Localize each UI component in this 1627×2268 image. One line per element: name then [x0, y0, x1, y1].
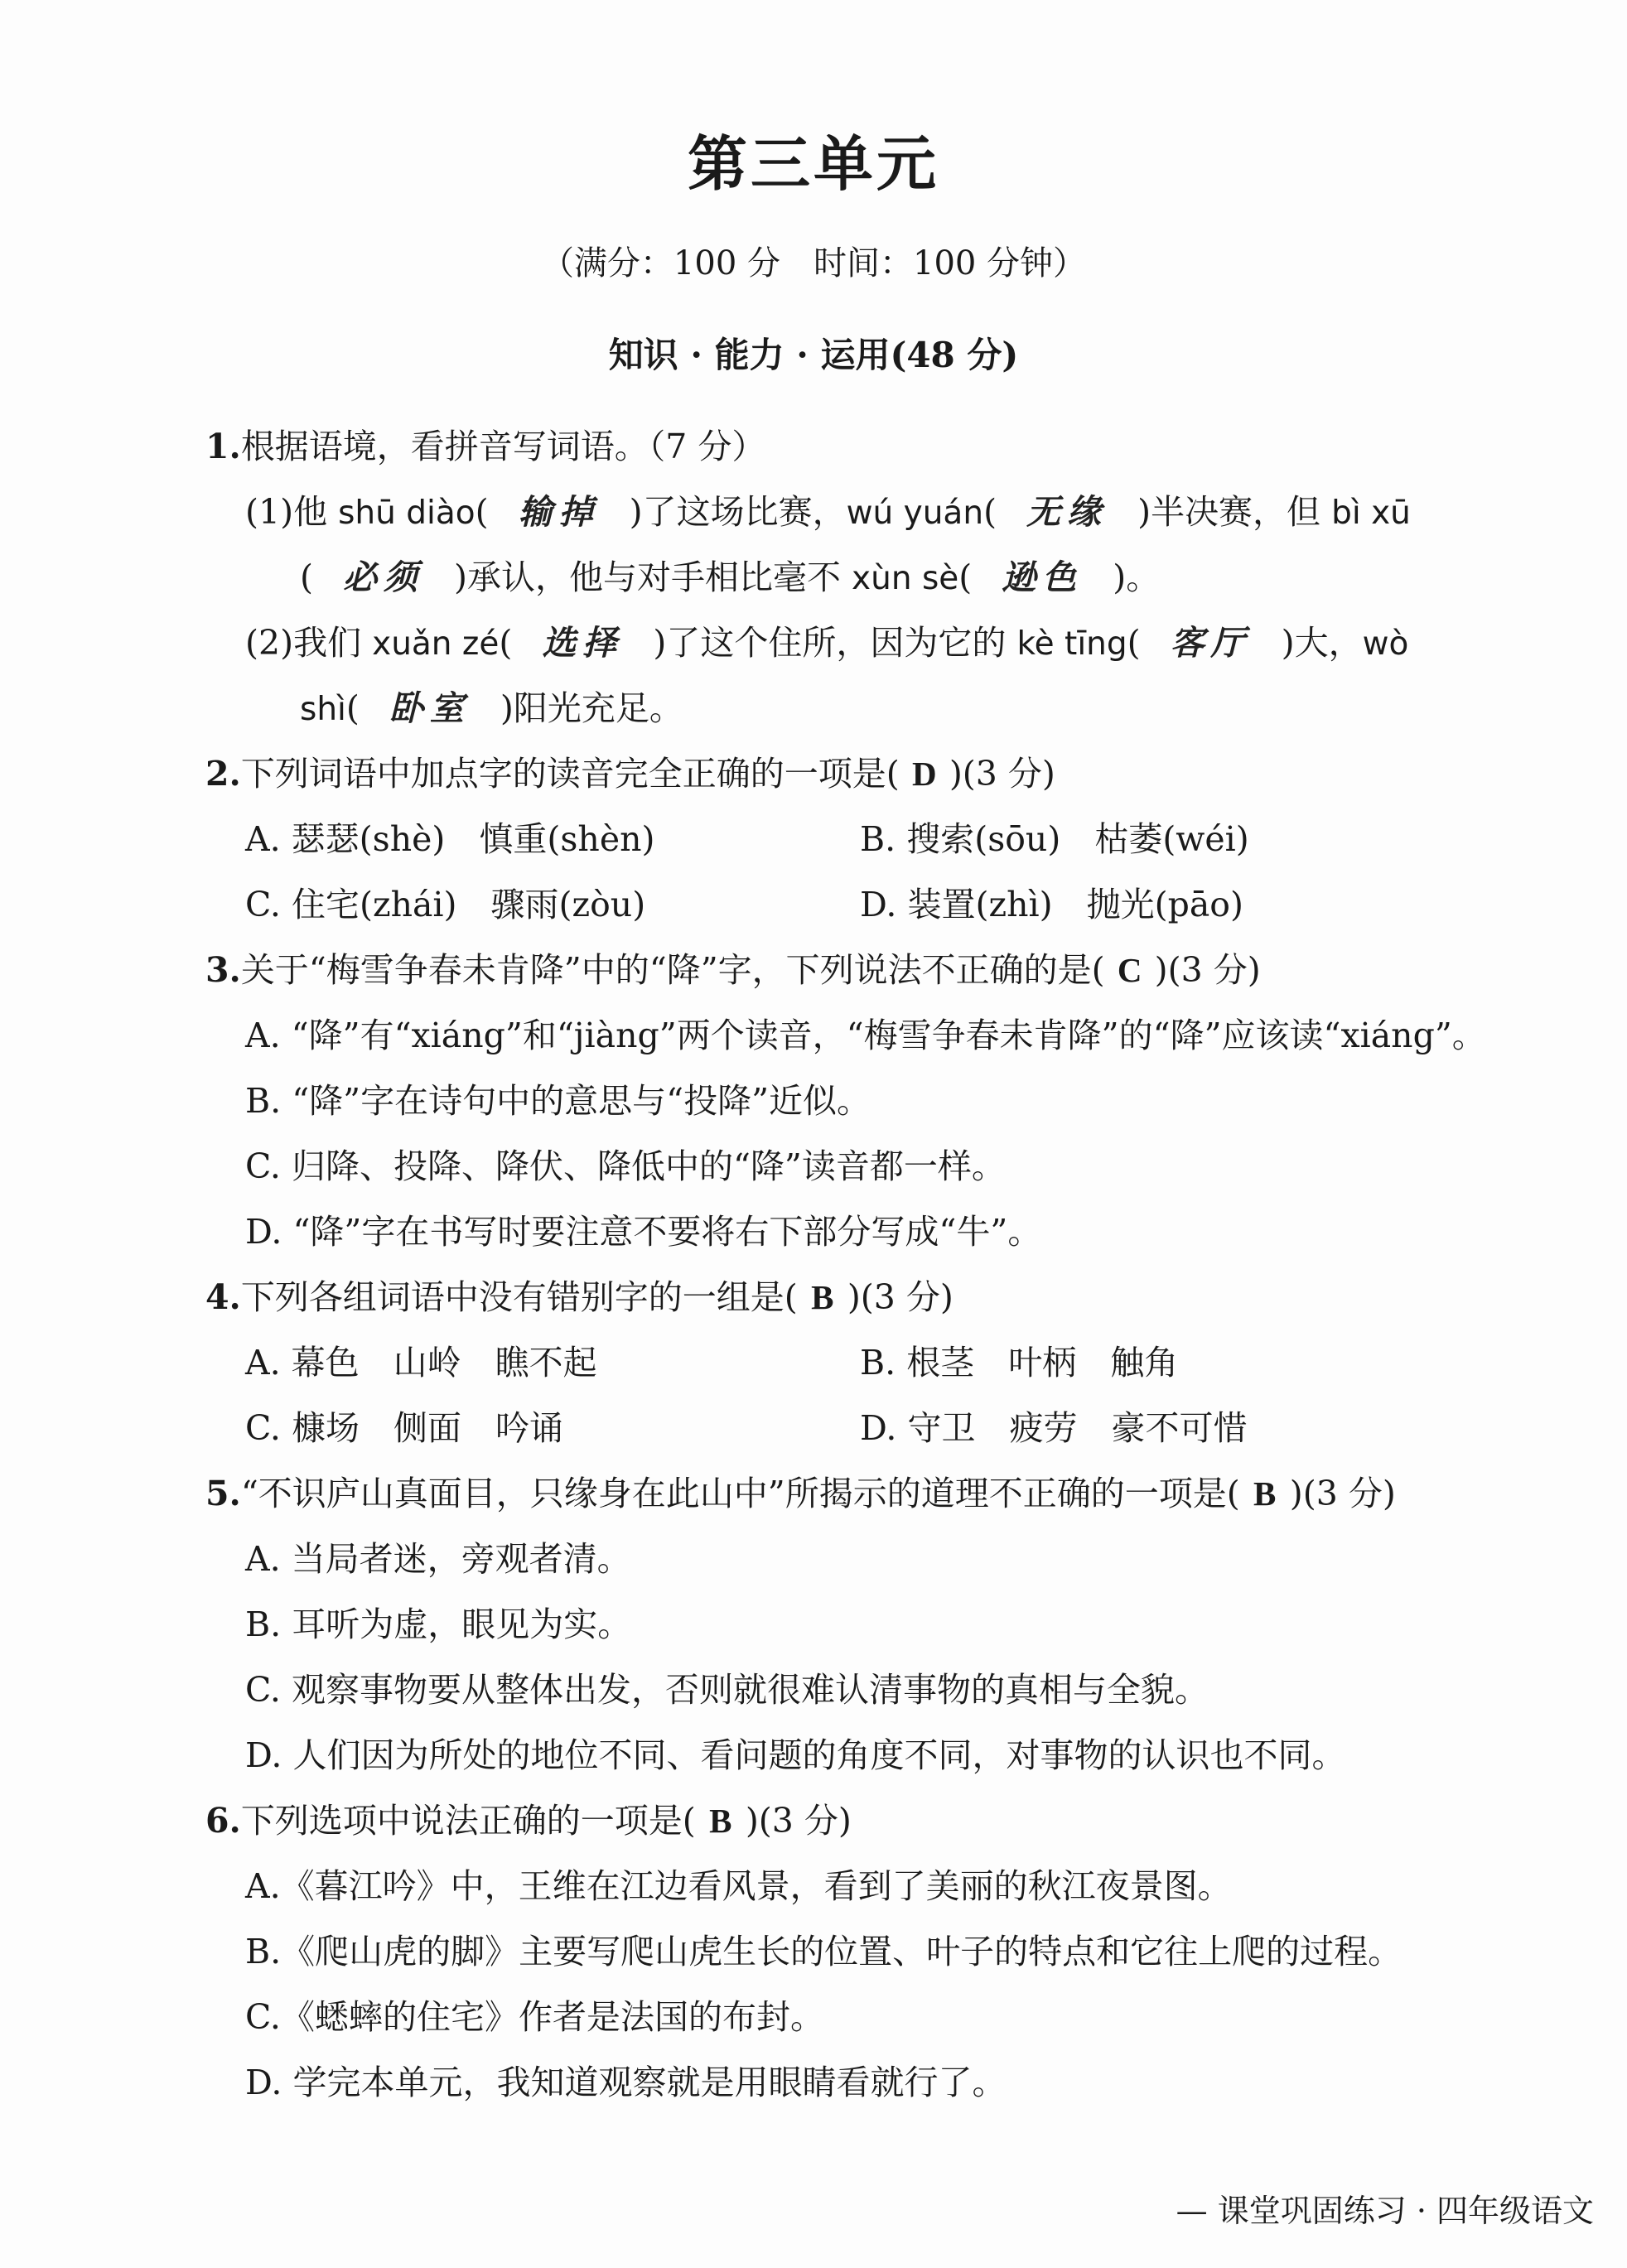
question-2-options-row-1: [205, 807, 1547, 872]
question-1-part-1-line-1: (1)他 shū diào( 输掉 )了这场比赛，wú yuán( 无缘 )半决赛，但 bì xū: [205, 480, 1547, 545]
question-1-part-2-line-2: shì( 卧室 )阳光充足。: [205, 676, 1547, 741]
handwritten-answer: 卧室: [389, 688, 471, 728]
question-4-stem: 4.下列各组词语中没有错别字的一组是( B )(3 分): [205, 1265, 1547, 1330]
question-5-stem: 5.“不识庐山真面目，只缘身在此山中”所揭示的道理不正确的一项是( B )(3 分): [205, 1461, 1547, 1527]
question-1-stem: 1.根据语境，看拼音写词语。（7 分）: [205, 427, 766, 466]
handwritten-answer: 客厅: [1170, 623, 1252, 663]
question-6-option-d: D. 学完本单元，我知道观察就是用眼睛看就行了。: [245, 2063, 1007, 2102]
answer-mark: B: [1253, 1474, 1277, 1513]
question-3-option-c: C. 归降、投降、降伏、降低中的“降”读音都一样。: [245, 1146, 1006, 1186]
question-2-stem: 2.下列词语中加点字的读音完全正确的一项是( D )(3 分): [205, 741, 1547, 807]
option-b: B. 根茎 叶柄 触角: [860, 1343, 1179, 1383]
page-footer: — 课堂巩固练习 · 四年级语文: [1176, 2193, 1594, 2229]
option-b: B. 搜索(sōu) 枯萎(wéi): [860, 819, 1249, 859]
question-5-option-d: D. 人们因为所处的地位不同、看问题的角度不同，对事物的认识也不同。: [245, 1735, 1346, 1775]
handwritten-answer: 必须: [343, 557, 424, 597]
question-1-part-1-line-2: ( 必须 )承认，他与对手相比毫不 xùn sè( 逊色 )。: [205, 545, 1547, 610]
handwritten-answer: 选择: [542, 623, 624, 663]
score-time-note: （满分：100 分 时间：100 分钟）: [540, 244, 1087, 282]
question-number: 4.: [205, 1277, 241, 1317]
answer-mark: B: [709, 1802, 732, 1840]
option-d: D. 装置(zhì) 抛光(pāo): [860, 885, 1243, 924]
option-c: C. 住宅(zhái) 骤雨(zòu): [245, 885, 646, 924]
question-3-stem: 3.关于“梅雪争春未肯降”中的“降”字，下列说法不正确的是( C )(3 分): [205, 938, 1547, 1003]
question-6-option-a: A.《暮江吟》中，王维在江边看风景，看到了美丽的秋江夜景图。: [245, 1866, 1232, 1906]
handwritten-answer: 输掉: [518, 492, 600, 532]
page-title: 第三单元: [687, 128, 939, 199]
question-2-options-row-2: [205, 872, 1547, 938]
question-4-options-row-2: [205, 1396, 1547, 1461]
handwritten-answer: 无缘: [1026, 492, 1108, 532]
option-a: A. 幕色 山岭 瞧不起: [245, 1343, 597, 1383]
question-3-option-b: B. “降”字在诗句中的意思与“投降”近似。: [245, 1081, 871, 1121]
answer-mark: D: [912, 755, 937, 793]
section-heading: 知识 · 能力 · 运用(48 分): [608, 335, 1019, 375]
question-5-option-b: B. 耳听为虚，眼见为实。: [245, 1604, 632, 1644]
option-c: C. 槺场 侧面 吟诵: [245, 1408, 563, 1448]
question-1-part-2-line-1: (2)我们 xuǎn zé( 选择 )了这个住所，因为它的 kè tīng( 客厅 )大，wò: [205, 610, 1547, 676]
question-3-option-a: A. “降”有“xiáng”和“jiàng”两个读音，“梅雪争春未肯降”的“降”应该读“xiáng”。: [245, 1016, 1486, 1055]
option-d: D. 守卫 疲劳 豪不可惜: [860, 1408, 1248, 1448]
answer-mark: B: [811, 1278, 834, 1316]
question-5-option-c: C. 观察事物要从整体出发，否则就很难认清事物的真相与全貌。: [245, 1670, 1209, 1710]
question-3-option-d: D. “降”字在书写时要注意不要将右下部分写成“牛”。: [245, 1212, 1042, 1252]
answer-mark: C: [1117, 951, 1142, 989]
question-number: 2.: [205, 754, 241, 794]
question-6-option-b: B.《爬山虎的脚》主要写爬山虎生长的位置、叶子的特点和它往上爬的过程。: [245, 1932, 1403, 1971]
handwritten-answer: 逊色: [1002, 557, 1084, 597]
question-5-option-a: A. 当局者迷，旁观者清。: [245, 1539, 631, 1579]
questions: [205, 414, 1547, 2116]
question-4-options-row-1: [205, 1330, 1547, 1396]
question-number: 3.: [205, 950, 241, 990]
question-6-stem: 6.下列选项中说法正确的一项是( B )(3 分): [205, 1788, 1547, 1854]
question-number: 6.: [205, 1801, 241, 1841]
question-number: 5.: [205, 1474, 241, 1513]
question-6-option-c: C.《蟋蟀的住宅》作者是法国的布封。: [245, 1997, 824, 2037]
question-number: 1.: [205, 427, 241, 466]
option-a: A. 瑟瑟(shè) 慎重(shèn): [245, 819, 655, 859]
